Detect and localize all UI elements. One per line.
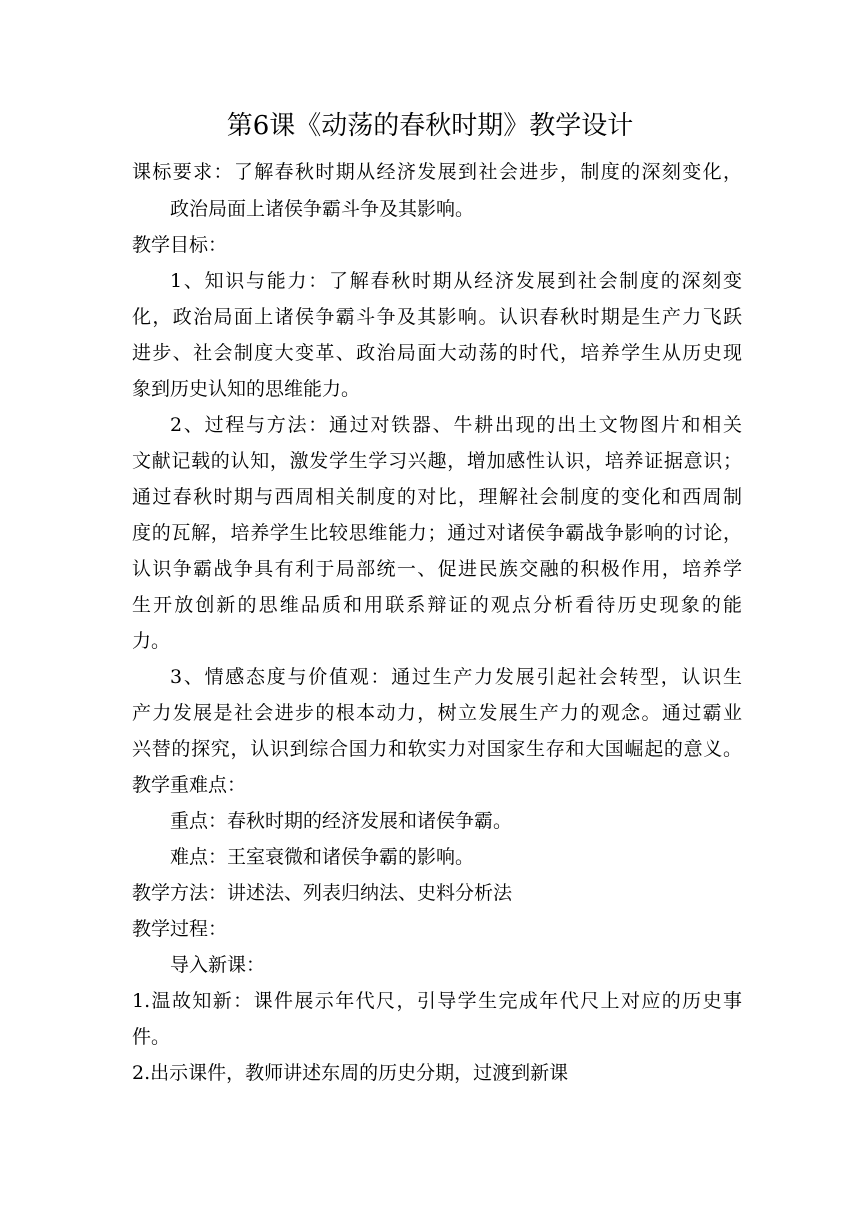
curriculum-requirement-line-1: 课标要求：了解春秋时期从经济发展到社会进步，制度的深刻变化，	[132, 161, 742, 183]
teaching-methods-line: 教学方法：讲述法、列表归纳法、史料分析法	[132, 882, 513, 904]
difficult-point-line: 难点：王室衰微和诸侯争霸的影响。	[170, 846, 475, 868]
objective-3-line-3: 兴替的探究，认识到综合国力和软实力对国家生存和大国崛起的意义。	[132, 738, 742, 760]
objective-1-line-1: 1、知识与能力：了解春秋时期从经济发展到社会制度的深刻变	[170, 270, 742, 292]
objective-2-line-1: 2、过程与方法：通过对铁器、牛耕出现的出土文物图片和相关	[170, 414, 742, 436]
objective-3-line-2: 产力发展是社会进步的根本动力，树立发展生产力的观念。通过霸业	[132, 702, 742, 724]
objective-2-line-7: 力。	[132, 630, 171, 652]
objective-1-line-3: 进步、社会制度大变革、政治局面大动荡的时代，培养学生从历史现	[132, 342, 742, 364]
key-point-line: 重点：春秋时期的经济发展和诸侯争霸。	[170, 810, 513, 832]
page-title: 第6课《动荡的春秋时期》教学设计	[226, 111, 634, 141]
objective-2-line-2: 文献记载的认知，激发学生学习兴趣，增加感性认识，培养证据意识；	[132, 450, 742, 472]
objective-1-line-4: 象到历史认知的思维能力。	[132, 378, 361, 400]
objective-2-line-4: 度的瓦解，培养学生比较思维能力；通过对诸侯争霸战争影响的讨论，	[132, 522, 742, 544]
section-heading-key-points: 教学重难点：	[132, 774, 247, 796]
process-step-2: 2.出示课件，教师讲述东周的历史分期，过渡到新课	[132, 1062, 569, 1084]
objective-3-line-1: 3、情感态度与价值观：通过生产力发展引起社会转型，认识生	[170, 666, 742, 688]
objective-2-line-3: 通过春秋时期与西周相关制度的对比，理解社会制度的变化和西周制	[132, 486, 742, 508]
curriculum-requirement-line-2: 政治局面上诸侯争霸斗争及其影响。	[170, 198, 475, 220]
objective-2-line-6: 生开放创新的思维品质和用联系辩证的观点分析看待历史现象的能	[132, 594, 742, 616]
objective-1-line-2: 化，政治局面上诸侯争霸斗争及其影响。认识春秋时期是生产力飞跃	[132, 306, 742, 328]
intro-heading: 导入新课：	[170, 954, 266, 976]
process-step-1-line-2: 件。	[132, 1026, 171, 1048]
section-heading-process: 教学过程：	[132, 918, 228, 940]
process-step-1-line-1: 1.温故知新：课件展示年代尺，引导学生完成年代尺上对应的历史事	[132, 990, 742, 1012]
section-heading-objectives: 教学目标：	[132, 234, 228, 256]
objective-2-line-5: 认识争霸战争具有利于局部统一、促进民族交融的积极作用，培养学	[132, 558, 742, 580]
